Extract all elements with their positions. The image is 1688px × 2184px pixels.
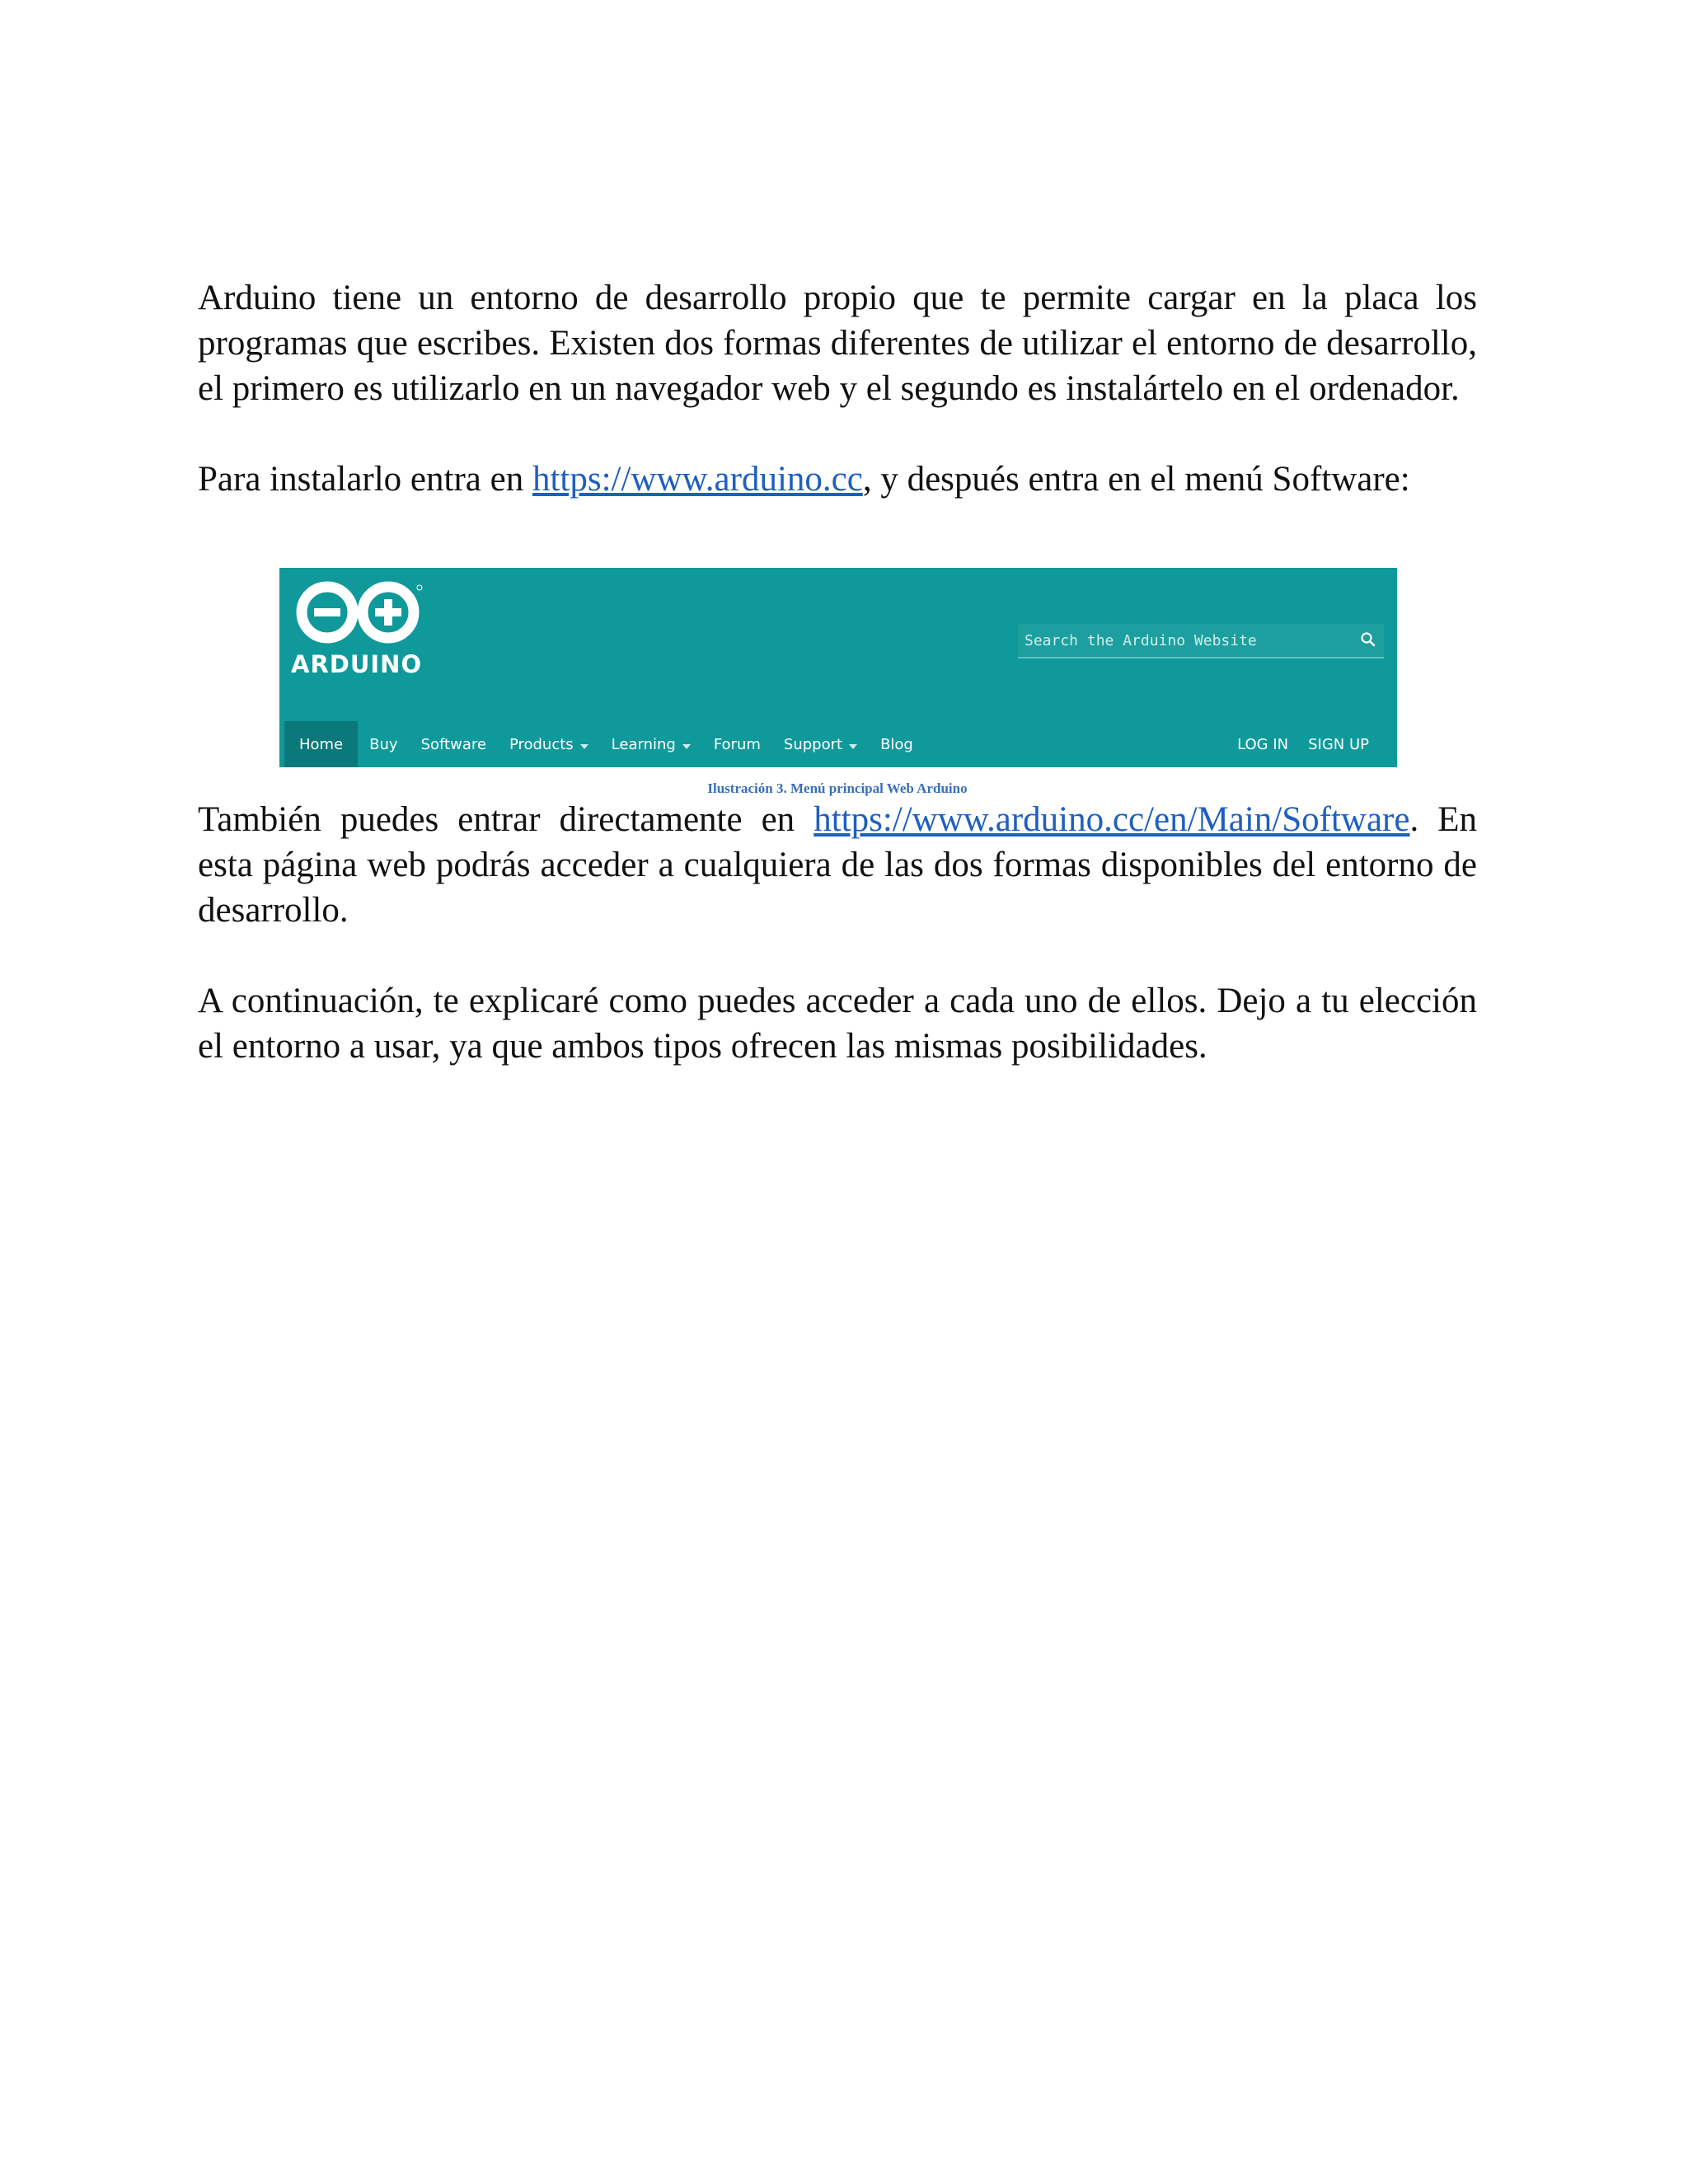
chevron-down-icon bbox=[682, 744, 691, 749]
login-button[interactable]: LOG IN bbox=[1237, 735, 1289, 753]
paragraph-conclusion: A continuación, te explicaré como puedes acceder a cada uno de ellos. Dejo a tu elección el entorno a usar, ya que ambos tipos ofrecen las mismas posibilidades. bbox=[198, 982, 1477, 1066]
nav-support[interactable] bbox=[772, 721, 869, 767]
arduino-logo-icon[interactable] bbox=[288, 579, 436, 645]
nav-buy[interactable]: Buy bbox=[369, 735, 398, 753]
arduino-header-banner bbox=[279, 568, 1397, 767]
arduino-home-link[interactable]: https://www.arduino.cc bbox=[532, 460, 863, 499]
document-body bbox=[198, 275, 1477, 1069]
direct-text-before: También puedes entrar directamente en bbox=[198, 800, 814, 839]
figure-arduino-menu bbox=[198, 568, 1477, 797]
arduino-logo-text: ARDUINO bbox=[291, 650, 423, 678]
nav-learning[interactable] bbox=[600, 721, 702, 767]
nav-learning-label: Learning bbox=[611, 735, 676, 753]
chevron-down-icon bbox=[580, 744, 588, 749]
paragraph-intro: Arduino tiene un entorno de desarrollo propio que te permite cargar en la placa los programas que escribes. Existen dos formas diferentes de utilizar el entorno de desarrollo, el primero es utilizarlo en un navegador web y el segundo es instalártelo en el ordenador. bbox=[198, 279, 1477, 408]
arduino-software-link[interactable]: https://www.arduino.cc/en/Main/Software bbox=[814, 800, 1410, 839]
search-box bbox=[1018, 624, 1384, 658]
search-input[interactable] bbox=[1023, 627, 1348, 654]
auth-nav bbox=[1227, 721, 1379, 767]
install-text-before: Para instalarlo entra en bbox=[198, 460, 532, 499]
direct-text-after: . En esta página web podrás acceder a cualquiera de las dos formas disponibles del entorno de desarrollo. bbox=[198, 800, 1477, 930]
nav-software[interactable]: Software bbox=[420, 735, 486, 753]
paragraph-direct bbox=[198, 797, 1477, 933]
nav-support-label: Support bbox=[783, 735, 843, 753]
signup-button[interactable]: SIGN UP bbox=[1308, 735, 1369, 753]
main-nav bbox=[284, 721, 925, 767]
nav-home[interactable]: Home bbox=[284, 721, 358, 767]
nav-products-label: Products bbox=[509, 735, 574, 753]
nav-blog[interactable]: Blog bbox=[880, 735, 913, 753]
paragraph-install bbox=[198, 457, 1477, 502]
search-icon[interactable] bbox=[1359, 630, 1377, 649]
nav-products[interactable] bbox=[498, 721, 600, 767]
chevron-down-icon bbox=[849, 744, 857, 749]
figure-caption: Ilustración 3. Menú principal Web Arduino bbox=[707, 780, 968, 796]
install-text-after: , y después entra en el menú Software: bbox=[862, 460, 1410, 499]
nav-forum[interactable]: Forum bbox=[713, 735, 761, 753]
